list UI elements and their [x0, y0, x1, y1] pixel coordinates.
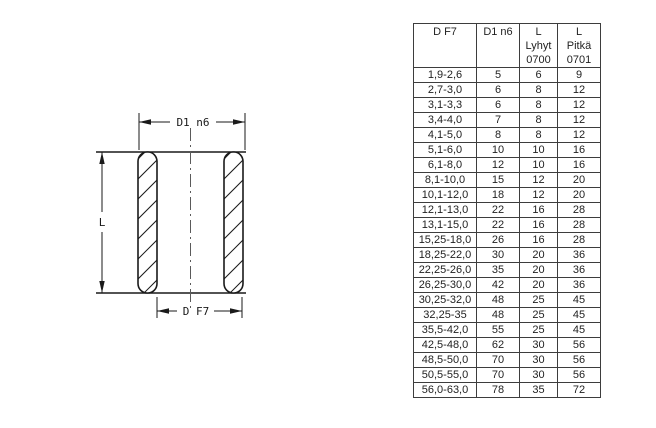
table-row [414, 128, 601, 143]
arrowhead-left [139, 119, 151, 124]
table-cell: 13,1-15,0 [414, 218, 477, 233]
table-cell: 45 [558, 293, 601, 308]
table-row [414, 338, 601, 353]
table-cell: 22,25-26,0 [414, 263, 477, 278]
table-row [414, 368, 601, 383]
table-cell: 10 [520, 143, 558, 158]
table-cell: 10 [520, 158, 558, 173]
dimension-outer-diameter [139, 113, 245, 150]
table-cell: 15 [477, 173, 520, 188]
table-cell: 55 [477, 323, 520, 338]
table-row [414, 203, 601, 218]
table-cell: 8 [520, 98, 558, 113]
table-cell: 16 [520, 203, 558, 218]
table-cell: 56 [558, 338, 601, 353]
table-cell: 10,1-12,0 [414, 188, 477, 203]
table-cell: 36 [558, 278, 601, 293]
table-cell: 12 [558, 98, 601, 113]
table-row [414, 293, 601, 308]
table-cell: 16 [520, 218, 558, 233]
column-header-line: D F7 [433, 26, 457, 38]
arrowhead-left [157, 308, 169, 313]
table-cell: 48 [477, 308, 520, 323]
table-row [414, 113, 601, 128]
table-cell: 12 [558, 113, 601, 128]
column-header-line: D1 n6 [483, 26, 513, 38]
column-header-line: L [575, 26, 583, 38]
table-cell: 16 [558, 158, 601, 173]
table-cell: 15,25-18,0 [414, 233, 477, 248]
table-cell: 26,25-30,0 [414, 278, 477, 293]
table-cell: 28 [558, 233, 601, 248]
table-cell: 56 [558, 368, 601, 383]
table-cell: 20 [520, 248, 558, 263]
table-cell: 8 [520, 113, 558, 128]
table-cell: 8,1-10,0 [414, 173, 477, 188]
table-cell: 20 [520, 278, 558, 293]
table-cell: 28 [558, 218, 601, 233]
dimension-table [413, 23, 601, 398]
column-header-line: L [535, 26, 542, 38]
arrowhead-right [230, 308, 242, 313]
table-cell: 72 [558, 383, 601, 398]
table-cell: 35 [520, 383, 558, 398]
table-cell: 6,1-8,0 [414, 158, 477, 173]
table-cell: 42 [477, 278, 520, 293]
table-cell: 4,1-5,0 [414, 128, 477, 143]
table-cell: 3,1-3,3 [414, 98, 477, 113]
table-cell: 30 [520, 368, 558, 383]
table-cell: 36 [558, 248, 601, 263]
table-cell: 25 [520, 308, 558, 323]
table-row [414, 248, 601, 263]
table-cell: 3,4-4,0 [414, 113, 477, 128]
table-row [414, 83, 601, 98]
table-cell: 30 [520, 353, 558, 368]
table-cell: 8 [477, 128, 520, 143]
table-cell: 16 [520, 233, 558, 248]
table-cell: 12 [558, 83, 601, 98]
table-header-row [414, 24, 601, 68]
table-cell: 62 [477, 338, 520, 353]
table-row [414, 218, 601, 233]
table-cell: 5,1-6,0 [414, 143, 477, 158]
table-cell: 12,1-13,0 [414, 203, 477, 218]
table-cell: 30,25-32,0 [414, 293, 477, 308]
table-cell: 12 [520, 173, 558, 188]
table-cell: 2,7-3,0 [414, 83, 477, 98]
table-row [414, 308, 601, 323]
column-header-line: 0701 [566, 54, 592, 66]
bushing-outline [96, 152, 246, 293]
table-cell: 42,5-48,0 [414, 338, 477, 353]
table-row [414, 98, 601, 113]
table-cell: 18 [477, 188, 520, 203]
table-cell: 26 [477, 233, 520, 248]
table-row [414, 158, 601, 173]
table-cell: 22 [477, 218, 520, 233]
arrowhead-down [99, 281, 104, 293]
table-row [414, 233, 601, 248]
outer-diameter-label: D1 n6 [176, 116, 210, 129]
table-cell: 25 [520, 323, 558, 338]
table-cell: 8 [520, 128, 558, 143]
table-cell: 20 [520, 263, 558, 278]
table-cell: 50,5-55,0 [414, 368, 477, 383]
arrowhead-right [233, 119, 245, 124]
table-cell: 5 [477, 68, 520, 83]
table-cell: 45 [558, 323, 601, 338]
table-row [414, 143, 601, 158]
table-cell: 12 [558, 128, 601, 143]
table-cell: 10 [477, 143, 520, 158]
table-cell: 6 [520, 68, 558, 83]
table-cell: 12 [477, 158, 520, 173]
table-row [414, 68, 601, 83]
column-header-line: Lyhyt [525, 40, 552, 52]
table-cell: 1,9-2,6 [414, 68, 477, 83]
table-cell: 56,0-63,0 [414, 383, 477, 398]
table-cell: 48 [477, 293, 520, 308]
table-row [414, 263, 601, 278]
table-cell: 78 [477, 383, 520, 398]
column-header-l-lyhyt [520, 24, 558, 68]
table-cell: 70 [477, 353, 520, 368]
table-cell: 20 [558, 188, 601, 203]
table-row [414, 323, 601, 338]
table-cell: 45 [558, 308, 601, 323]
column-header-l-pitka [558, 24, 601, 68]
inner-diameter-label: D F7 [182, 305, 210, 318]
dimension-table-container [413, 23, 601, 398]
column-header-d1-n6 [477, 24, 520, 68]
table-row [414, 278, 601, 293]
table-cell: 36 [558, 263, 601, 278]
table-row [414, 383, 601, 398]
table-cell: 22 [477, 203, 520, 218]
table-cell: 12 [520, 188, 558, 203]
table-cell: 70 [477, 368, 520, 383]
table-cell: 35 [477, 263, 520, 278]
table-cell: 56 [558, 353, 601, 368]
table-cell: 32,25-35 [414, 308, 477, 323]
column-header-d-f7 [414, 24, 477, 68]
table-row [414, 173, 601, 188]
dimension-inner-diameter [157, 297, 242, 318]
length-label: L [98, 216, 106, 229]
table-body [414, 68, 601, 398]
table-cell: 9 [558, 68, 601, 83]
table-row [414, 188, 601, 203]
table-cell: 6 [477, 98, 520, 113]
table-cell: 30 [520, 338, 558, 353]
column-header-line: 0700 [526, 54, 551, 66]
table-cell: 48,5-50,0 [414, 353, 477, 368]
arrowhead-up [99, 152, 104, 164]
column-header-line: Pitkä [566, 40, 592, 52]
table-cell: 20 [558, 173, 601, 188]
table-cell: 30 [477, 248, 520, 263]
table-cell: 25 [520, 293, 558, 308]
dimension-length [99, 152, 106, 293]
table-cell: 6 [477, 83, 520, 98]
table-cell: 7 [477, 113, 520, 128]
table-cell: 16 [558, 143, 601, 158]
table-cell: 35,5-42,0 [414, 323, 477, 338]
table-row [414, 353, 601, 368]
table-cell: 28 [558, 203, 601, 218]
table-cell: 8 [520, 83, 558, 98]
table-cell: 18,25-22,0 [414, 248, 477, 263]
